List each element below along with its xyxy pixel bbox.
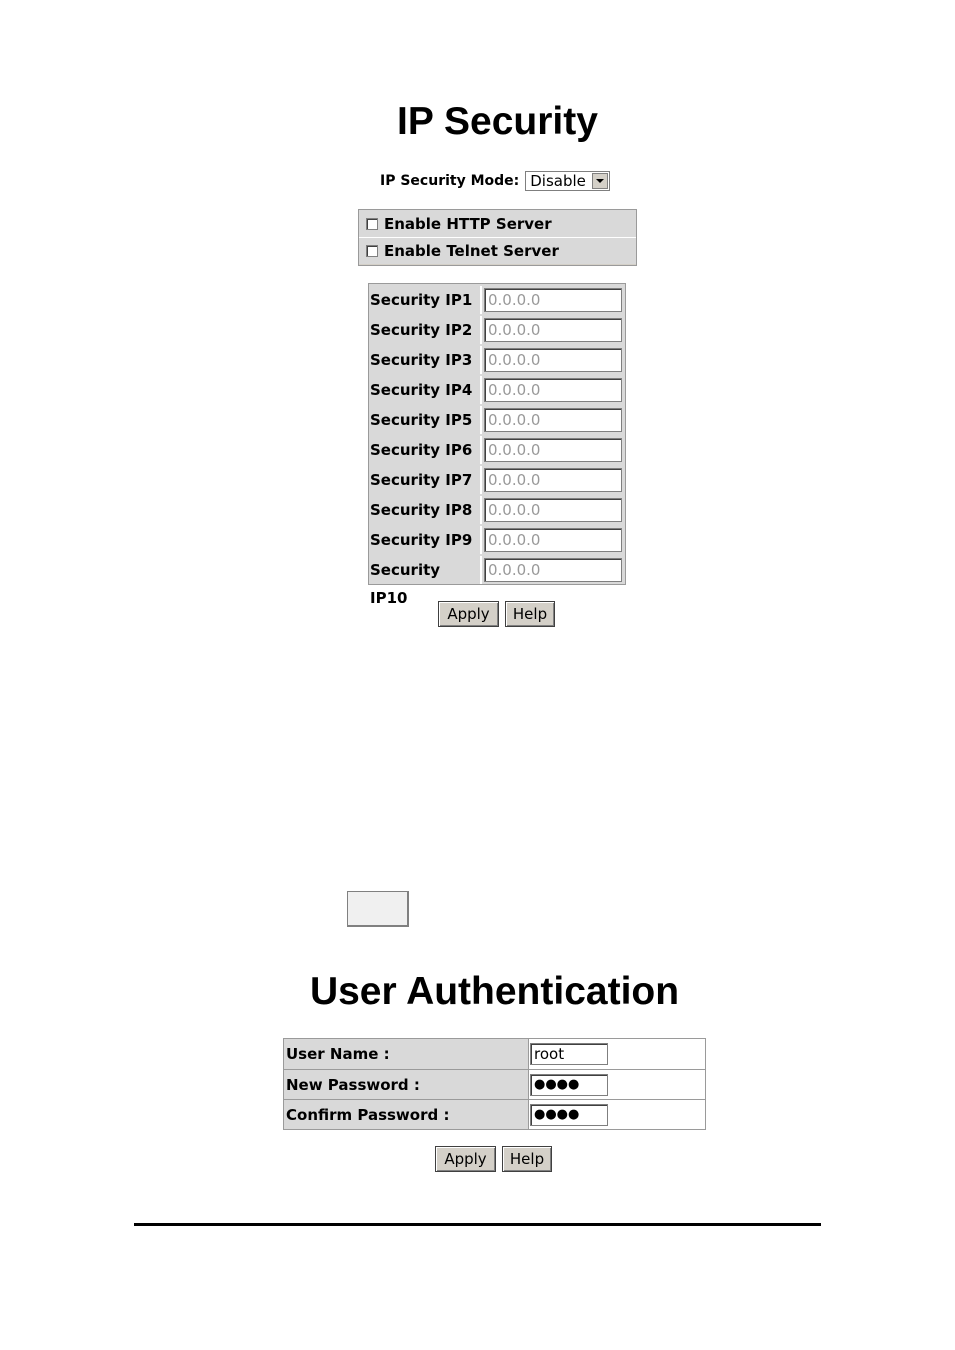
enable-telnet-server-checkbox[interactable] xyxy=(366,245,378,257)
new-password-cell xyxy=(529,1070,705,1099)
security-ip-row xyxy=(369,315,625,345)
security-ip-row xyxy=(369,555,625,607)
ip-security-title: IP Security xyxy=(397,100,598,143)
security-ip-row xyxy=(369,435,625,465)
security-ip-label: Security IP7 xyxy=(369,466,482,494)
security-ip-row xyxy=(369,525,625,555)
security-ip5-input[interactable]: 0.0.0.0 xyxy=(484,408,622,432)
user-name-cell xyxy=(529,1039,705,1069)
enable-http-server-row[interactable] xyxy=(359,210,636,237)
security-ip2-input[interactable]: 0.0.0.0 xyxy=(484,318,622,342)
ip-security-mode-select[interactable] xyxy=(525,171,610,191)
security-ip3-input[interactable]: 0.0.0.0 xyxy=(484,348,622,372)
security-ip-label: Security IP8 xyxy=(369,496,482,524)
security-ip-label: Security IP1 xyxy=(369,286,482,314)
confirm-password-row xyxy=(284,1099,705,1129)
new-password-label: New Password : xyxy=(284,1070,529,1099)
new-password-row xyxy=(284,1069,705,1099)
confirm-password-cell xyxy=(529,1100,705,1129)
security-ip-label: Security IP6 xyxy=(369,436,482,464)
ip-security-mode-row xyxy=(380,171,610,191)
confirm-password-label: Confirm Password : xyxy=(284,1100,529,1129)
ip-security-apply-button[interactable]: Apply xyxy=(438,601,499,627)
dropdown-arrow-icon[interactable] xyxy=(592,173,608,189)
security-ip1-input[interactable]: 0.0.0.0 xyxy=(484,288,622,312)
user-name-label: User Name : xyxy=(284,1039,529,1069)
security-ip-row xyxy=(369,345,625,375)
user-authentication-title: User Authentication xyxy=(309,970,680,1013)
security-ip-label: Security IP2 xyxy=(369,316,482,344)
user-name-input[interactable]: root xyxy=(530,1043,608,1065)
security-ip8-input[interactable]: 0.0.0.0 xyxy=(484,498,622,522)
security-ip-row xyxy=(369,495,625,525)
security-ip9-input[interactable]: 0.0.0.0 xyxy=(484,528,622,552)
ip-security-mode-value: Disable xyxy=(530,172,586,190)
enable-http-server-checkbox[interactable] xyxy=(366,218,378,230)
security-ip-row xyxy=(369,285,625,315)
security-ip-row xyxy=(369,465,625,495)
security-ip6-input[interactable]: 0.0.0.0 xyxy=(484,438,622,462)
user-auth-table xyxy=(283,1038,706,1130)
service-checkbox-group xyxy=(358,209,637,266)
security-ip-row xyxy=(369,405,625,435)
security-ip-label: Security IP3 xyxy=(369,346,482,374)
security-ip-table xyxy=(368,283,626,607)
user-name-row xyxy=(284,1039,705,1069)
security-ip-label: Security IP10 xyxy=(369,556,482,584)
security-ip10-input[interactable]: 0.0.0.0 xyxy=(484,558,622,582)
ip-security-help-button[interactable]: Help xyxy=(505,601,555,627)
enable-telnet-server-label: Enable Telnet Server xyxy=(384,242,559,260)
security-ip-label: Security IP5 xyxy=(369,406,482,434)
ip-security-mode-label: IP Security Mode: xyxy=(380,173,520,189)
user-auth-apply-button[interactable]: Apply xyxy=(435,1146,496,1172)
security-ip-row xyxy=(369,375,625,405)
enable-telnet-server-row[interactable] xyxy=(359,237,636,264)
confirm-password-input[interactable]: ●●●● xyxy=(530,1104,608,1126)
blank-button[interactable] xyxy=(347,891,409,927)
security-ip4-input[interactable]: 0.0.0.0 xyxy=(484,378,622,402)
security-ip-label: Security IP9 xyxy=(369,526,482,554)
security-ip7-input[interactable]: 0.0.0.0 xyxy=(484,468,622,492)
enable-http-server-label: Enable HTTP Server xyxy=(384,214,552,233)
footer-divider xyxy=(134,1223,821,1226)
user-auth-help-button[interactable]: Help xyxy=(502,1146,552,1172)
security-ip-label: Security IP4 xyxy=(369,376,482,404)
new-password-input[interactable]: ●●●● xyxy=(530,1074,608,1096)
